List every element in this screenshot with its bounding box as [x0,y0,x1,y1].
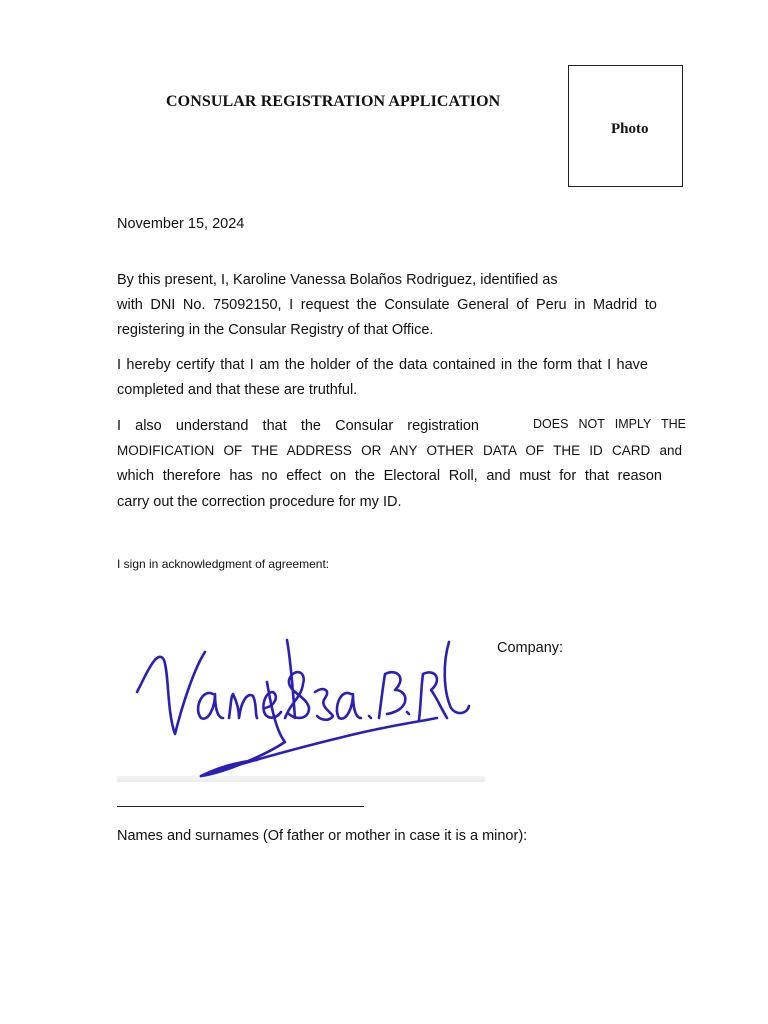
signature-image [117,622,487,782]
para1-line1: By this present, I, Karoline Vanessa Bolaños Rodriguez, identified as [117,272,558,288]
company-label: Company: [497,640,564,656]
document-title: CONSULAR REGISTRATION APPLICATION [166,93,501,110]
para2-line2: completed and that these are truthful. [117,382,358,398]
names-surnames-label: Names and surnames (Of father or mother in case it is a minor): [117,828,528,844]
para3-line1-part2: DOES NOT IMPLY THE [533,417,686,431]
acknowledgment-text: I sign in acknowledgment of agreement: [117,557,330,571]
photo-label: Photo [611,121,649,137]
signature-line [117,806,364,807]
para2-line1: I hereby certify that I am the holder of the data contained in the form that I have [117,357,648,373]
para1-line2: with DNI No. 75092150, I request the Consulate General of Peru in Madrid to [117,297,657,313]
para3-line1-part1: I also understand that the Consular registration [117,418,479,434]
photo-box [568,65,683,187]
document-date: November 15, 2024 [117,216,245,232]
para3-line2: MODIFICATION OF THE ADDRESS OR ANY OTHER DATA OF THE ID CARD and [117,443,682,458]
para3-line4: carry out the correction procedure for my ID. [117,494,402,510]
para3-line3: which therefore has no effect on the Electoral Roll, and must for that reason [117,468,662,484]
para1-line3: registering in the Consular Registry of that Office. [117,322,434,338]
